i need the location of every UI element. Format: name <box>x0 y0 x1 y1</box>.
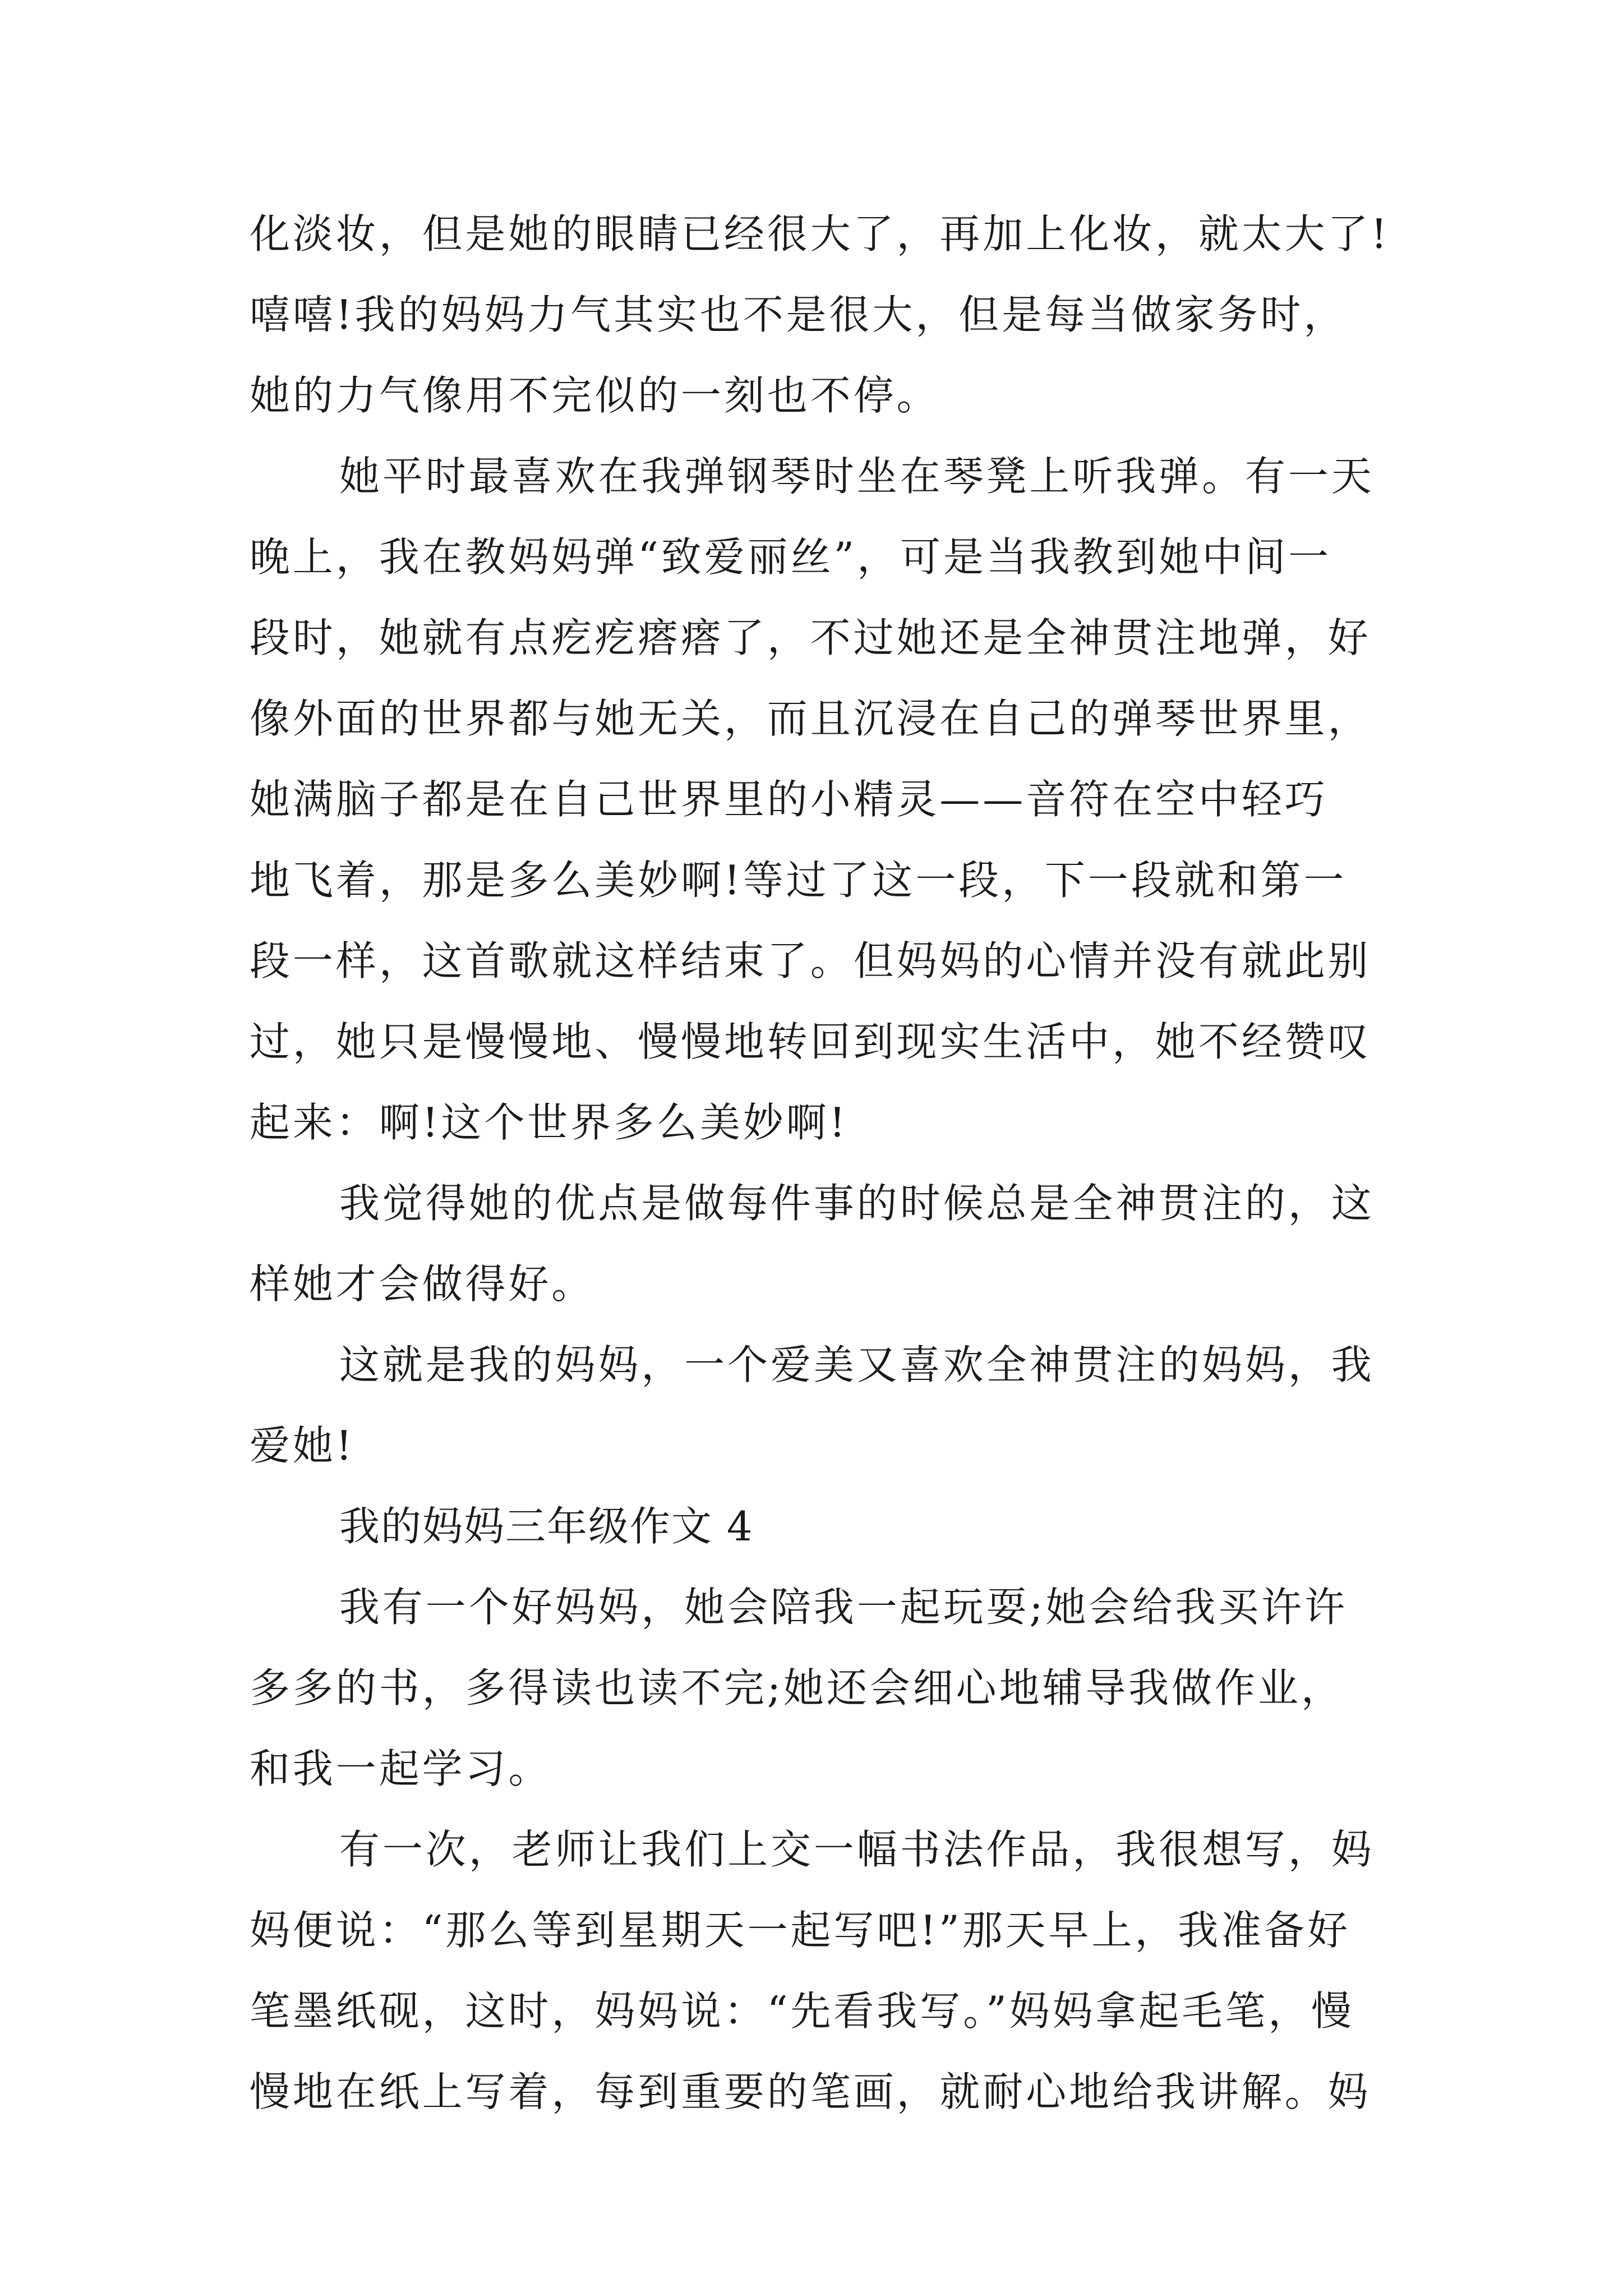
paragraph-piano <box>250 436 1380 1163</box>
text-line: 段时，她就有点疙疙瘩瘩了，不过她还是全神贯注地弹，好 <box>250 614 1371 661</box>
text-line: 像外面的世界都与她无关，而且沉浸在自己的弹琴世界里， <box>250 695 1371 742</box>
text-line: 地飞着，那是多么美妙啊!等过了这一段，下一段就和第一 <box>250 857 1347 904</box>
text-line: 过，她只是慢慢地、慢慢地转回到现实生活中，她不经赞叹 <box>250 1018 1371 1065</box>
text-line: 她的力气像用不完似的一刻也不停。 <box>250 372 940 419</box>
text-line: 有一次，老师让我们上交一幅书法作品，我很想写，妈 <box>339 1826 1375 1873</box>
text-line: 嘻嘻!我的妈妈力气其实也不是很大，但是每当做家务时， <box>250 291 1347 338</box>
essay-body <box>250 194 1390 2132</box>
text-line: 起来：啊!这个世界多么美妙啊! <box>250 1099 849 1146</box>
text-line: 慢地在纸上写着，每到重要的笔画，就耐心地给我讲解。妈 <box>250 2068 1371 2115</box>
paragraph-makeup <box>250 194 1390 436</box>
paragraph-love <box>250 1324 1380 1486</box>
text-line: 我觉得她的优点是做每件事的时候总是全神贯注的，这 <box>339 1180 1375 1227</box>
paragraph-good-mom <box>250 1567 1380 1809</box>
text-line: 化淡妆，但是她的眼睛已经很大了，再加上化妆，就太大了! <box>250 210 1390 257</box>
text-line: 我有一个好妈妈，她会陪我一起玩耍;她会给我买许许 <box>339 1584 1348 1631</box>
paragraph-calligraphy <box>250 1809 1380 2132</box>
text-line: 段一样，这首歌就这样结束了。但妈妈的心情并没有就此别 <box>250 937 1371 984</box>
text-line: 她平时最喜欢在我弹钢琴时坐在琴凳上听我弹。有一天 <box>339 453 1375 500</box>
text-line: 晚上，我在教妈妈弹“致爱丽丝”，可是当我教到她中间一 <box>250 533 1332 581</box>
text-line: 妈便说：“那么等到星期天一起写吧!”那天早上，我准备好 <box>250 1907 1350 1954</box>
text-line: 多多的书，多得读也读不完;她还会细心地辅导我做作业， <box>250 1664 1344 1711</box>
text-line: 样她才会做得好。 <box>250 1260 595 1308</box>
text-line: 笔墨纸砚，这时，妈妈说：“先看我写。”妈妈拿起毛笔，慢 <box>250 1987 1354 2035</box>
text-line: 她满脑子都是在自己世界里的小精灵——音符在空中轻巧 <box>250 776 1328 823</box>
section-heading: 我的妈妈三年级作文 4 <box>339 1503 754 1550</box>
text-line: 这就是我的妈妈，一个爱美又喜欢全神贯注的妈妈，我 <box>339 1341 1375 1388</box>
text-line: 爱她! <box>250 1422 355 1469</box>
paragraph-merit <box>250 1163 1380 1324</box>
text-line: 和我一起学习。 <box>250 1745 552 1792</box>
essay-section-heading <box>250 1486 1380 1567</box>
